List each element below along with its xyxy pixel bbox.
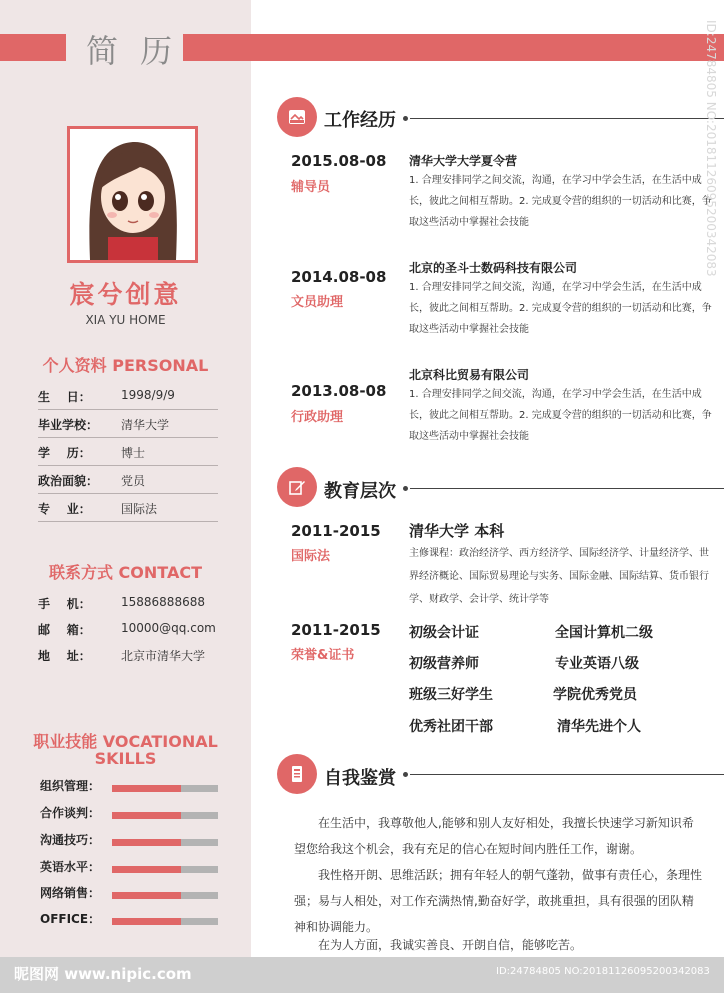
honor-item: 全国计算机二级 <box>555 625 653 641</box>
skill-label: OFFICE： <box>40 912 101 926</box>
info-label: 毕业学校： <box>38 418 99 432</box>
honor-item: 专业英语八级 <box>555 656 639 672</box>
contact-value: 15886888688 <box>121 595 205 609</box>
contact-row <box>38 643 218 669</box>
skills-heading: 职业技能 VOCATIONAL <box>33 732 218 751</box>
skill-fill <box>112 812 181 819</box>
section-line <box>410 118 724 119</box>
work-date: 2014.08-08 <box>291 268 387 286</box>
info-value: 清华大学 <box>121 418 170 432</box>
honor-item: 清华先进个人 <box>557 719 641 735</box>
work-date: 2013.08-08 <box>291 382 387 400</box>
contact-row <box>38 591 218 617</box>
education-date: 2011-2015 <box>291 522 381 540</box>
avatar <box>67 126 198 263</box>
contact-heading: 联系方式 CONTACT <box>48 563 203 582</box>
image-id-text: ID:24784805 NO:20181126095200342083 <box>496 966 710 977</box>
skill-bar <box>112 892 218 899</box>
self-paragraph: 我性格开朗、思维活跃；拥有年轻人的朝气蓬勃，做事有责任心，条理性强；易与人相处，对工作充满热情,勤奋好学，敢挑重担，具有很强的团队精神和协调能力。 <box>294 868 703 934</box>
contact-value: 北京市清华大学 <box>121 649 206 663</box>
education-school: 清华大学 本科 <box>409 522 505 540</box>
personal-row <box>38 468 218 494</box>
honor-item: 学院优秀党员 <box>553 687 637 703</box>
skill-label: 组织管理： <box>40 779 101 793</box>
work-title: 工作经历 <box>324 110 396 131</box>
honor-item: 优秀社团干部 <box>409 719 493 735</box>
honor-item: 初级营养师 <box>409 656 479 672</box>
education-title: 教育层次 <box>324 481 396 502</box>
info-label: 专 业： <box>38 502 91 516</box>
section-line <box>410 488 724 489</box>
work-desc: 1. 合理安排同学之间交流，沟通，在学习中学会生活，在生活中成长，彼此之间相互帮助。2. 完成夏令营的组织的一切活动和比赛，争取这些活动中掌握社会技能 <box>409 175 712 228</box>
skill-bar <box>112 812 218 819</box>
skill-fill <box>112 866 181 873</box>
work-date: 2015.08-08 <box>291 152 387 170</box>
header-bar-left <box>0 34 66 61</box>
section-dot <box>403 486 408 491</box>
work-company: 北京的圣斗士数码科技有限公司 <box>409 261 578 275</box>
self-paragraph: 在生活中，我尊敬他人,能够和别人友好相处，我擅长快速学习新知识希望您给我这个机会，我有充足的信心在短时间内胜任工作，谢谢。 <box>294 816 694 856</box>
section-dot <box>403 116 408 121</box>
skill-label: 沟通技巧： <box>40 833 101 847</box>
work-role: 文员助理 <box>291 295 344 310</box>
profile-name: 宸兮创意 <box>69 280 182 309</box>
pencil-icon <box>277 467 317 507</box>
info-value: 党员 <box>121 474 146 488</box>
honors-date: 2011-2015 <box>291 621 381 639</box>
header-bar-right <box>183 34 724 61</box>
skill-fill <box>112 839 181 846</box>
honors-role: 荣誉&证书 <box>291 648 355 663</box>
work-company: 北京科比贸易有限公司 <box>409 368 530 382</box>
skill-bar <box>112 785 218 792</box>
personal-row <box>38 440 218 466</box>
info-label: 学 历： <box>38 446 91 460</box>
side-id-text: ID:24784805 NO:20181126095200342083 <box>704 20 718 277</box>
self-title: 自我鉴赏 <box>324 768 396 789</box>
info-label: 生 日： <box>38 390 91 404</box>
education-courses: 主修课程：政治经济学、西方经济学、国际经济学、计量经济学、世界经济概论、国际贸易理论与实务、国际金融、国际结算、货币银行学、财政学、会计学、统计学等 <box>409 548 709 605</box>
self-paragraph: 在为人方面，我诚实善良、开朗自信，能够吃苦。 <box>318 938 583 952</box>
skill-bar <box>112 866 218 873</box>
work-desc: 1. 合理安排同学之间交流，沟通，在学习中学会生活，在生活中成长，彼此之间相互帮助。2. 完成夏令营的组织的一切活动和比赛，争取这些活动中掌握社会技能 <box>409 389 712 442</box>
skill-fill <box>112 785 181 792</box>
contact-label: 手 机： <box>38 597 91 611</box>
contact-row <box>38 617 218 643</box>
info-value: 1998/9/9 <box>121 388 175 402</box>
work-role: 辅导员 <box>291 180 331 195</box>
skill-bar <box>112 918 218 925</box>
skill-fill <box>112 892 181 899</box>
education-major: 国际法 <box>291 549 331 564</box>
honor-item: 初级会计证 <box>409 625 479 641</box>
honor-item: 班级三好学生 <box>409 687 493 703</box>
document-icon <box>277 754 317 794</box>
personal-row <box>38 384 218 410</box>
skill-bar <box>112 839 218 846</box>
skill-fill <box>112 918 181 925</box>
section-dot <box>403 772 408 777</box>
profile-name-en: XIA YU HOME <box>85 313 166 327</box>
work-role: 行政助理 <box>291 410 344 425</box>
info-value: 博士 <box>121 446 146 460</box>
envelope-icon <box>277 97 317 137</box>
info-value: 国际法 <box>121 502 158 516</box>
work-company: 清华大学大学夏令营 <box>409 154 518 168</box>
section-line <box>410 774 724 775</box>
contact-value: 10000@qq.com <box>121 621 216 635</box>
watermark-text: 昵图网 www.nipic.com <box>14 965 192 983</box>
skill-label: 英语水平： <box>40 860 101 874</box>
skill-label: 网络销售： <box>40 886 101 900</box>
skill-label: 合作谈判： <box>40 806 101 820</box>
info-label: 政治面貌： <box>38 474 99 488</box>
personal-row <box>38 412 218 438</box>
personal-row <box>38 496 218 522</box>
personal-heading: 个人资料 PERSONAL <box>42 356 209 375</box>
work-desc: 1. 合理安排同学之间交流，沟通，在学习中学会生活，在生活中成长，彼此之间相互帮助。2. 完成夏令营的组织的一切活动和比赛，争取这些活动中掌握社会技能 <box>409 282 712 335</box>
contact-label: 邮 箱： <box>38 623 91 637</box>
skills-heading-2: SKILLS <box>94 749 157 768</box>
resume-title: 简 历 <box>86 32 179 70</box>
avatar-illustration <box>70 129 195 260</box>
contact-label: 地 址： <box>38 649 91 663</box>
